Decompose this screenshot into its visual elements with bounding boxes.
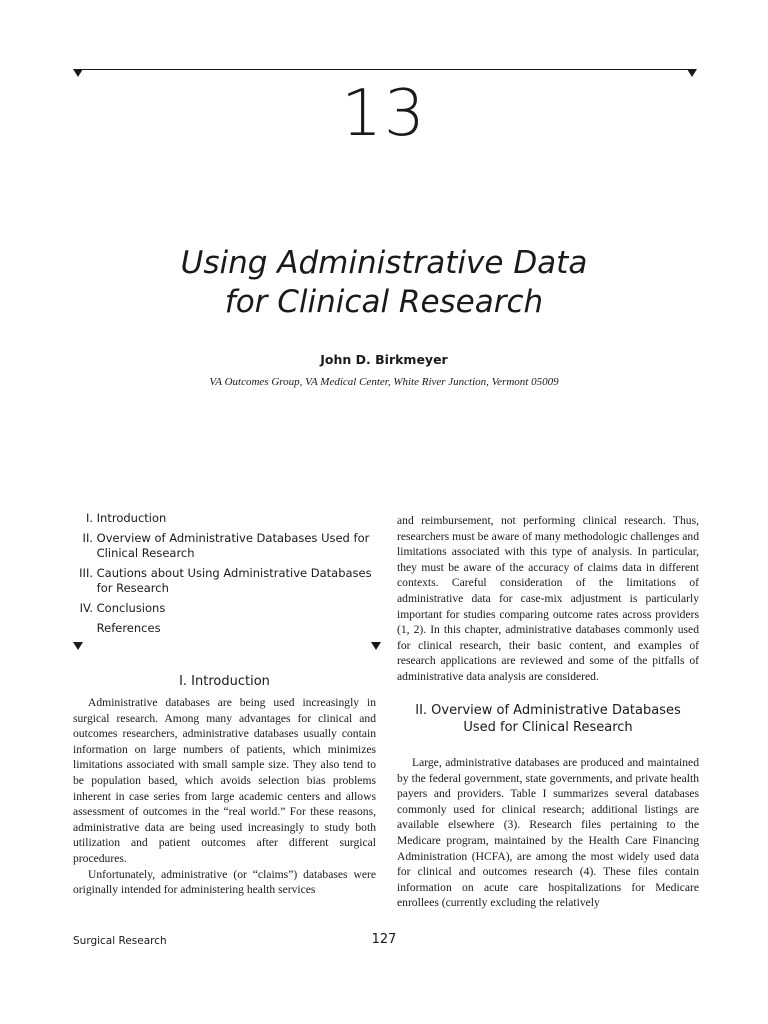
toc-item — [74, 601, 374, 616]
section-heading-line1: II. Overview of Administrative Databases — [415, 703, 681, 718]
table-of-contents — [74, 511, 374, 641]
introduction-body — [73, 695, 376, 898]
triangle-marker-icon — [73, 69, 83, 77]
section-heading-line2: Used for Clinical Research — [463, 720, 633, 735]
body-paragraph: Administrative databases are being used increasingly in surgical research. Among many advantages for clinical and outcomes researchers, administrative databases usually contain information on large numbers of patients, which minimizes limitations associated with small sample size. They also tend to be population based, which avoids selection bias problems inherent in case series from large academic centers and allows assessment of outcomes in the “real world.” For these reasons, administrative data are being used increasingly to study both utilization and patient outcomes after different surgical procedures. — [73, 696, 376, 865]
section-heading-introduction: I. Introduction — [179, 674, 270, 689]
chapter-title-line2: for Clinical Research — [224, 284, 544, 320]
body-paragraph: Unfortunately, administrative (or “claims”) databases were originally intended for administering health services — [73, 867, 376, 897]
top-rule — [78, 69, 692, 70]
triangle-marker-icon — [687, 69, 697, 77]
chapter-number: 13 — [341, 77, 427, 151]
chapter-title-line1: Using Administrative Data — [180, 245, 588, 281]
toc-item — [74, 566, 374, 596]
author-affiliation: VA Outcomes Group, VA Medical Center, White River Junction, Vermont 05009 — [209, 376, 559, 388]
chapter-title — [0, 244, 768, 322]
introduction-continued — [397, 513, 699, 685]
body-paragraph: and reimbursement, not performing clinical research. Thus, researchers must be aware of many methodologic challenges and limitations associated with this type of analysis. In particular, they must be aware of the accuracy of claims data in different contexts. Careful consideration of the limitations of administrative data for case-mix adjustment is particularly important for studies comparing outcome rates across providers (1, 2). In this chapter, administrative databases commonly used for clinical research, their basic content, and examples of research applications are reviewed and some of the pitfalls of administrative data analysis are considered. — [397, 514, 699, 683]
toc-number: II. — [82, 531, 93, 545]
toc-text: References — [96, 621, 161, 635]
triangle-marker-icon — [371, 642, 381, 650]
toc-text: Conclusions — [96, 601, 166, 615]
toc-number — [74, 621, 93, 636]
toc-item — [74, 511, 374, 526]
toc-text: Overview of Administrative Databases Used for Clinical Research — [96, 531, 370, 560]
toc-item — [74, 531, 374, 561]
body-paragraph: Large, administrative databases are produced and maintained by the federal government, state governments, and private health payers and providers. Table I summarizes several databases commonly used for clinical research; additional listings are available elsewhere (3). Research files pertaining to the Medicare program, maintained by the Health Care Financing Administration (HCFA), are among the most widely used data for clinical and outcomes research (4). These files contain information on acute care hospitalizations for Medicare enrollees (currently excluding the relatively — [397, 756, 699, 910]
toc-number: III. — [79, 566, 93, 580]
author-name: John D. Birkmeyer — [320, 352, 448, 367]
section-heading-overview — [397, 702, 699, 736]
page-number: 127 — [371, 932, 397, 947]
toc-number: I. — [85, 511, 93, 525]
toc-number: IV. — [79, 601, 93, 615]
footer-book-title: Surgical Research — [73, 935, 167, 947]
toc-item — [74, 621, 374, 636]
triangle-marker-icon — [73, 642, 83, 650]
toc-text: Introduction — [96, 511, 167, 525]
toc-text: Cautions about Using Administrative Databases for Research — [96, 566, 372, 595]
overview-body — [397, 755, 699, 911]
